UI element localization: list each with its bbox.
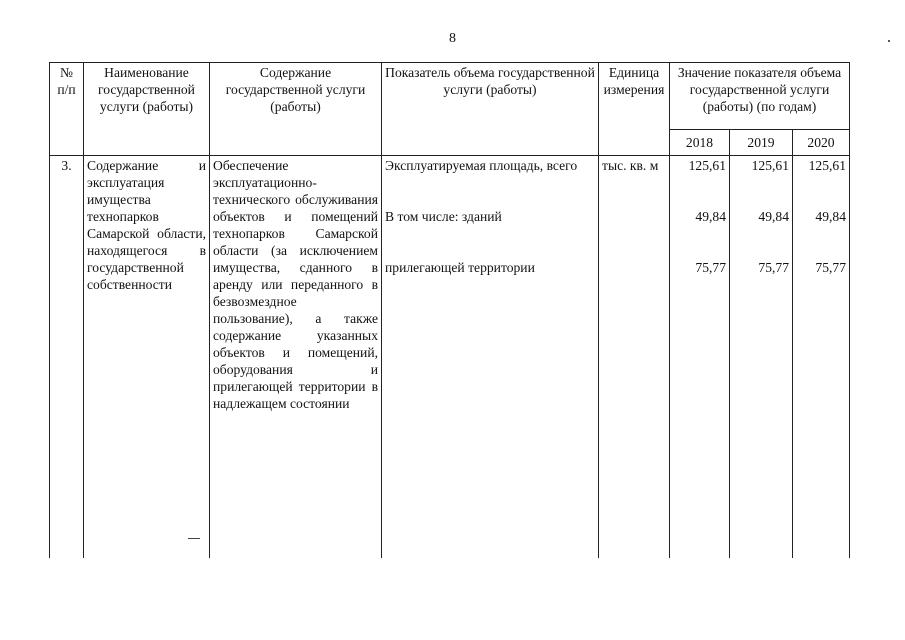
values-2018 xyxy=(670,156,730,559)
row-service-name: Содержание и эксплуатация имущества технопарков Самарской области, находящегося в государственной собственности xyxy=(84,156,210,559)
header-num: № п/п xyxy=(50,63,84,156)
value-total-2018: 125,61 xyxy=(688,158,726,173)
values-2019 xyxy=(730,156,793,559)
stray-mark xyxy=(188,538,200,539)
row-indicators xyxy=(382,156,599,559)
value-territory-2018: 75,77 xyxy=(695,260,726,275)
header-year: 2018 xyxy=(670,130,730,156)
indicator-buildings-label: В том числе: зданий xyxy=(385,209,502,224)
value-territory-2020: 75,77 xyxy=(815,260,846,275)
value-total-2020: 125,61 xyxy=(808,158,846,173)
value-territory-2019: 75,77 xyxy=(758,260,789,275)
row-service-content: Обеспечение эксплуатационно-технического обслуживания объектов и помещений технопарков Самарской области (за исключением имущества, сданного в аренду или переданного в безвозмездное пользование), а также содержание указанных объектов и помещений, оборудования и прилегающей территории в надлежащем состоянии xyxy=(210,156,382,559)
header-year: 2019 xyxy=(730,130,793,156)
value-total-2019: 125,61 xyxy=(751,158,789,173)
header-unit: Единица измерения xyxy=(599,63,670,156)
header-volume-indicator: Показатель объема государственной услуги (работы) xyxy=(382,63,599,156)
page-mark xyxy=(888,40,890,42)
table-row xyxy=(50,156,850,559)
row-unit: тыс. кв. м xyxy=(599,156,670,559)
values-2020 xyxy=(793,156,850,559)
header-service-name: Наименование государственной услуги (работы) xyxy=(84,63,210,156)
value-buildings-2019: 49,84 xyxy=(758,209,789,224)
value-buildings-2018: 49,84 xyxy=(695,209,726,224)
page-number: 8 xyxy=(449,31,456,46)
value-buildings-2020: 49,84 xyxy=(815,209,846,224)
header-year: 2020 xyxy=(793,130,850,156)
indicator-territory-label: прилегающей территории xyxy=(385,260,535,275)
header-service-content: Содержание государственной услуги (работы) xyxy=(210,63,382,156)
row-num: 3. xyxy=(50,156,84,559)
indicator-total-label: Эксплуатируемая площадь, всего xyxy=(385,158,578,173)
table-header-row xyxy=(50,63,850,130)
services-table xyxy=(49,62,850,558)
header-value-group: Значение показателя объема государственной услуги (работы) (по годам) xyxy=(670,63,850,130)
